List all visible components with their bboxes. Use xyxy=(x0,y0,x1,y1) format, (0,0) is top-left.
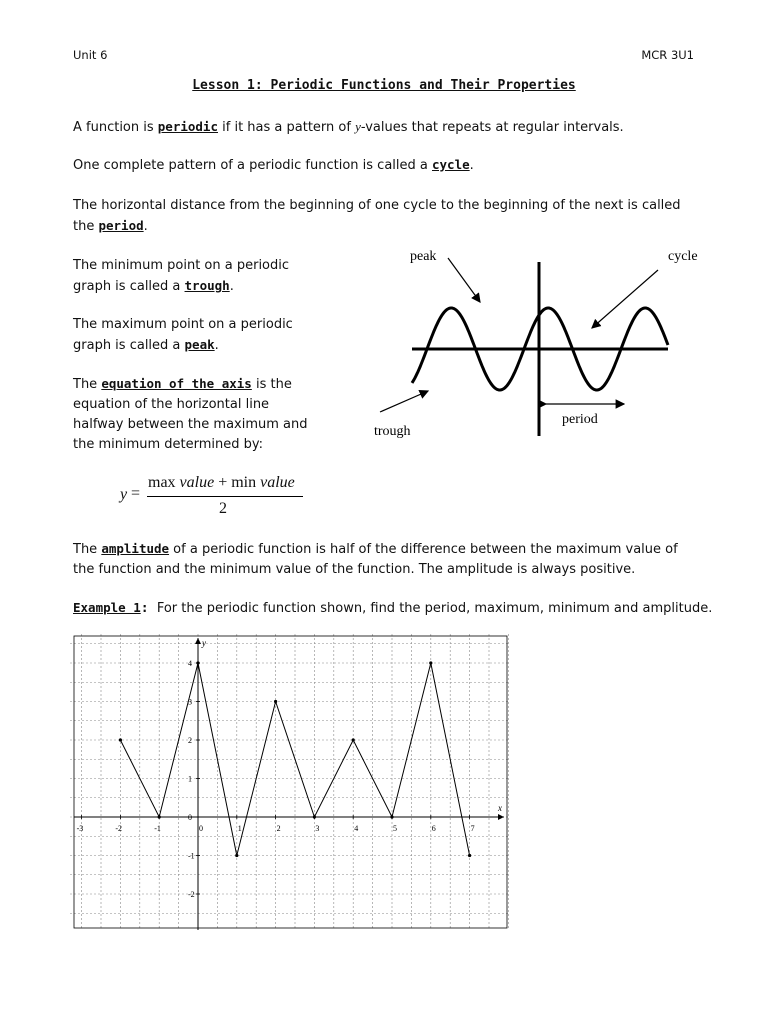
term-amplitude: amplitude xyxy=(101,541,170,556)
y-tick-label: 4 xyxy=(188,659,192,668)
y-tick-label: 2 xyxy=(188,736,192,745)
cycle-arrow xyxy=(592,270,658,328)
data-point xyxy=(390,815,393,818)
term-trough: trough xyxy=(184,278,230,293)
amplitude-definition: The amplitude of a periodic function is half of the difference between the maximum value of the function and the minimum value of the function. The amplitude is always positive. xyxy=(73,541,678,577)
peak-definition: The maximum point on a periodic graph is called a peak. xyxy=(73,317,293,353)
trough-definition: The minimum point on a periodic graph is called a trough. xyxy=(73,258,290,294)
graph-border xyxy=(74,636,507,928)
x-axis-arrow xyxy=(498,814,504,820)
example-label: Example 1 xyxy=(73,600,141,615)
axis-formula: y = max value + min value 2 xyxy=(120,474,320,524)
x-axis-label: x xyxy=(498,803,502,813)
label-period: period xyxy=(562,412,598,427)
x-tick-label: 3 xyxy=(315,824,320,833)
term-periodic: periodic xyxy=(157,119,218,134)
y-axis-arrow xyxy=(195,638,201,644)
lesson-title: Lesson 1: Periodic Functions and Their Properties xyxy=(192,78,576,93)
y-tick-label: 1 xyxy=(188,774,192,784)
y-tick-label: -1 xyxy=(188,851,195,861)
x-tick-label: 5 xyxy=(393,824,397,833)
term-equation-of-axis: equation of the axis xyxy=(101,376,252,391)
example-1: Example 1: For the periodic function shown, find the period, maximum, minimum and amplitude. xyxy=(73,600,713,616)
label-cycle: cycle xyxy=(668,249,698,264)
label-trough: trough xyxy=(374,424,411,439)
term-period: period xyxy=(98,218,144,233)
term-cycle: cycle xyxy=(432,157,470,172)
data-point xyxy=(352,738,355,741)
x-tick-label: 0 xyxy=(199,824,203,833)
data-point xyxy=(196,661,199,664)
data-point xyxy=(274,700,277,703)
peak-arrow xyxy=(448,258,480,302)
y-tick-label: 0 xyxy=(188,813,192,822)
data-point xyxy=(429,661,432,664)
period-definition: The horizontal distance from the beginning of one cycle to the beginning of the next is called the period. xyxy=(73,198,681,234)
periodic-diagram xyxy=(370,240,698,450)
y-axis-label: y xyxy=(202,638,206,648)
axis-definition: The equation of the axis is the equation of the horizontal line halfway between the maximum and the minimum determined by: xyxy=(73,376,308,452)
x-tick-label: -3 xyxy=(76,824,84,833)
data-point xyxy=(158,815,161,818)
x-tick-label: -1 xyxy=(154,824,161,833)
x-tick-label: -2 xyxy=(115,824,123,833)
periodic-definition: A function is periodic if it has a pattern of y-values that repeats at regular intervals. xyxy=(73,119,624,135)
data-point xyxy=(313,815,316,818)
y-tick-label: -2 xyxy=(188,890,195,899)
trough-arrow xyxy=(380,391,428,412)
y-tick-label: 3 xyxy=(188,697,192,707)
unit-label: Unit 6 xyxy=(73,48,108,62)
x-tick-label: 1 xyxy=(237,824,242,833)
term-peak: peak xyxy=(184,337,215,352)
x-tick-label: 6 xyxy=(431,824,436,833)
x-tick-label: 4 xyxy=(354,824,359,833)
data-point xyxy=(235,854,238,857)
course-code: MCR 3U1 xyxy=(641,48,694,62)
example-graph xyxy=(70,634,510,930)
x-tick-label: 2 xyxy=(276,824,281,833)
cycle-definition: One complete pattern of a periodic function is called a cycle. xyxy=(73,157,474,173)
data-point xyxy=(119,738,122,741)
data-point xyxy=(468,854,471,857)
x-tick-label: 7 xyxy=(470,824,475,833)
label-peak: peak xyxy=(410,249,437,264)
